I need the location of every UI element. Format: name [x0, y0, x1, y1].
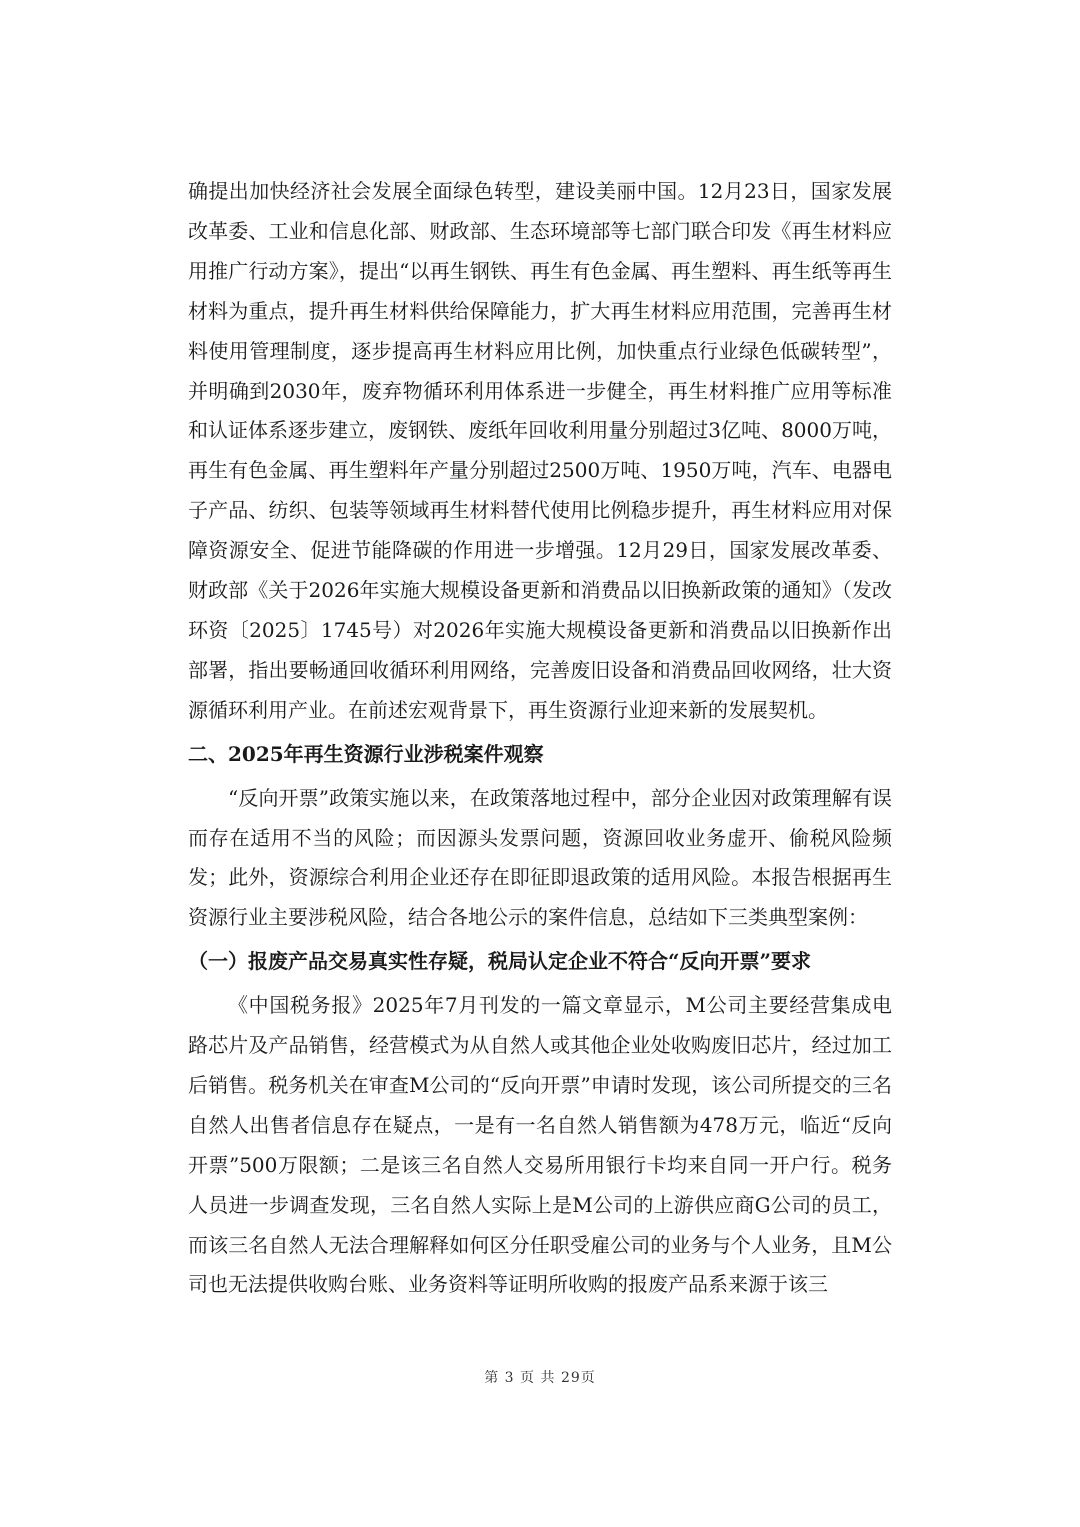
paragraph-policy-background: 确提出加快经济社会发展全面绿色转型，建设美丽中国。12月23日，国家发展改革委、工业和信息化部、财政部、生态环境部等七部门联合印发《再生材料应用推广行动方案》，提出“以再生钢铁、再生有色金属、再生塑料、再生纸等再生材料为重点，提升再生材料供给保障能力，扩大再生材料应用范围，完善再生材料使用管理制度，逐步提高再生材料应用比例，加快重点行业绿色低碳转型”，并明确到2030年，废弃物循环利用体系进一步健全，再生材料推广应用等标准和认证体系逐步建立，废钢铁、废纸年回收利用量分别超过3亿吨、8000万吨，再生有色金属、再生塑料年产量分别超过2500万吨、1950万吨，汽车、电器电子产品、纺织、包装等领域再生材料替代使用比例稳步提升，再生材料应用对保障资源安全、促进节能降碳的作用进一步增强。12月29日，国家发展改革委、财政部《关于2026年实施大规模设备更新和消费品以旧换新政策的通知》（发改环资〔2025〕1745号）对2026年实施大规模设备更新和消费品以旧换新作出部署，指出要畅通回收循环利用网络，完善废旧设备和消费品回收网络，壮大资源循环利用产业。在前述宏观背景下，再生资源行业迎来新的发展契机。	[188, 179, 892, 722]
paragraph-case-overview: “反向开票”政策实施以来，在政策落地过程中，部分企业因对政策理解有误而存在适用不当的风险；而因源头发票问题，资源回收业务虚开、偷税风险频发；此外，资源综合利用企业还存在即征即退政策的适用风险。本报告根据再生资源行业主要涉税风险，结合各地公示的案件信息，总结如下三类典型案例：	[188, 785, 892, 930]
section-heading: 二、2025年再生资源行业涉税案件观察	[188, 741, 544, 766]
page-number-footer: 第 3 页 共 29页	[484, 1370, 596, 1386]
paragraph-case-detail: 《中国税务报》2025年7月刊发的一篇文章显示，M公司主要经营集成电路芯片及产品销售，经营模式为从自然人或其他企业处收购废旧芯片，经过加工后销售。税务机关在审查M公司的“反向开票”申请时发现，该公司所提交的三名自然人出售者信息存在疑点，一是有一名自然人销售额为478万元，临近“反向开票”500万限额；二是该三名自然人交易所用银行卡均来自同一开户行。税务人员进一步调查发现，三名自然人实际上是M公司的上游供应商G公司的员工，而该三名自然人无法合理解释如何区分任职受雇公司的业务与个人业务，且M公司也无法提供收购台账、业务资料等证明所收购的报废产品系来源于该三	[188, 993, 892, 1297]
subsection-heading: （一）报废产品交易真实性存疑，税局认定企业不符合“反向开票”要求	[188, 949, 812, 974]
document-body	[188, 172, 892, 1305]
